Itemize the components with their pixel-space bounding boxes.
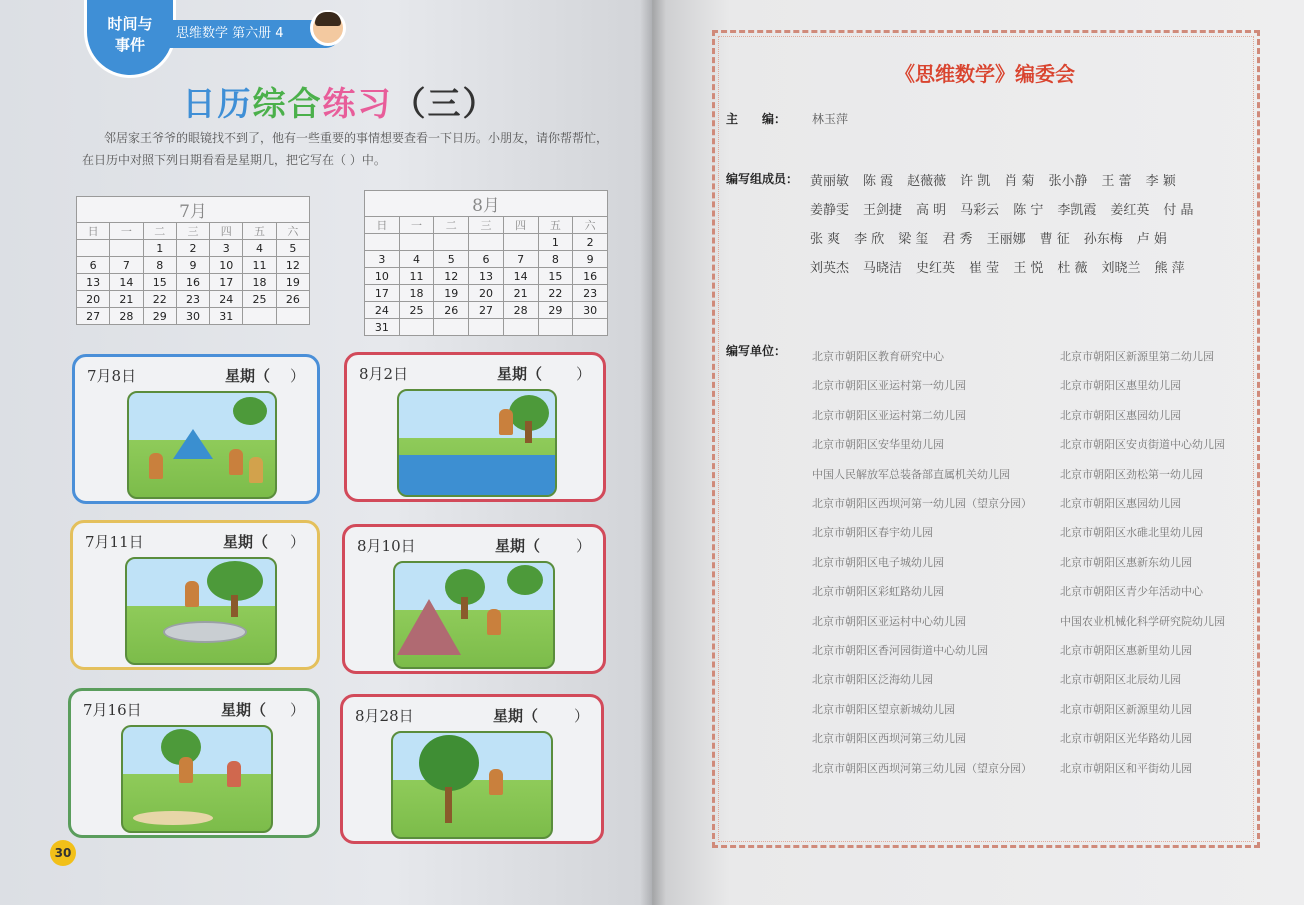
calendar-day xyxy=(365,234,400,251)
question-card-2 xyxy=(344,352,606,502)
card-date: 8月28日 xyxy=(355,707,414,725)
member-name: 陈 宁 xyxy=(1013,203,1044,218)
calendar-day xyxy=(276,308,309,325)
member-name: 杜 薇 xyxy=(1057,261,1088,276)
calendar-day: 17 xyxy=(210,274,243,291)
member-name: 李 欣 xyxy=(854,232,885,247)
calendar-day: 29 xyxy=(143,308,176,325)
unit-name: 北京市朝阳区劲松第一幼儿园 xyxy=(1060,467,1203,481)
member-name: 姜静雯 xyxy=(810,203,850,218)
calendar-day: 24 xyxy=(365,302,400,319)
unit-name: 北京市朝阳区香河园街道中心幼儿园 xyxy=(812,644,988,658)
calendar-day xyxy=(503,234,538,251)
calendar-month-title: 8月 xyxy=(365,191,608,217)
question-card-3 xyxy=(70,520,320,670)
calendar-day xyxy=(434,319,469,336)
calendar-day: 21 xyxy=(110,291,143,308)
unit-name: 北京市朝阳区亚运村第二幼儿园 xyxy=(812,408,966,422)
card-date: 8月10日 xyxy=(357,537,416,555)
calendar-day: 19 xyxy=(276,274,309,291)
calendar-day xyxy=(434,234,469,251)
calendar-day: 16 xyxy=(176,274,209,291)
calendar-day xyxy=(538,319,573,336)
calendar-day: 10 xyxy=(365,268,400,285)
unit-name: 北京市朝阳区和平街幼儿园 xyxy=(1060,761,1192,775)
unit-name: 北京市朝阳区春宇幼儿园 xyxy=(812,526,933,540)
member-name: 姜红英 xyxy=(1110,203,1150,218)
calendar-day: 2 xyxy=(573,234,608,251)
calendar-day xyxy=(503,319,538,336)
calendar-day: 12 xyxy=(276,257,309,274)
card-paren-close: ） xyxy=(573,707,589,725)
question-card-5 xyxy=(68,688,320,838)
card-weekday-label: 星期（ xyxy=(223,533,269,551)
calendar-day: 5 xyxy=(276,240,309,257)
calendar-day: 3 xyxy=(210,240,243,257)
calendar-day: 2 xyxy=(176,240,209,257)
calendar-weekday: 四 xyxy=(503,217,538,234)
member-name: 刘晓兰 xyxy=(1101,261,1141,276)
calendar-day xyxy=(110,240,143,257)
fruit-picking-illustration xyxy=(391,731,553,839)
unit-name: 北京市朝阳区惠园幼儿园 xyxy=(1060,497,1181,511)
unit-name: 北京市朝阳区新源里幼儿园 xyxy=(1060,702,1192,716)
chapter-badge-line1: 时间与 xyxy=(107,15,153,33)
calendar-july xyxy=(76,196,310,325)
calendar-day: 28 xyxy=(110,308,143,325)
calendar-weekday: 五 xyxy=(243,223,276,240)
calendar-day: 20 xyxy=(77,291,110,308)
calendar-day: 17 xyxy=(365,285,400,302)
instructions-text: 邻居家王爷爷的眼镜找不到了，他有一些重要的事情想要查看一下日历。小朋友，请你帮帮忙，在日历中对照下列日期看看是星期几，把它写在（ ）中。 xyxy=(82,131,609,167)
calendar-weekday: 三 xyxy=(176,223,209,240)
member-name: 肖 菊 xyxy=(1004,174,1035,189)
card-date: 7月16日 xyxy=(83,701,142,719)
unit-name: 中国农业机械化科学研究院幼儿园 xyxy=(1060,614,1225,628)
member-name: 王 悦 xyxy=(1013,261,1044,276)
calendar-day: 9 xyxy=(573,251,608,268)
calendar-day: 7 xyxy=(503,251,538,268)
member-name: 曹 征 xyxy=(1039,232,1070,247)
calendar-day: 13 xyxy=(77,274,110,291)
park-walk-illustration xyxy=(121,725,273,833)
unit-name: 北京市朝阳区安贞街道中心幼儿园 xyxy=(1060,438,1225,452)
calendar-day: 31 xyxy=(210,308,243,325)
member-name: 李 颖 xyxy=(1145,174,1176,189)
calendar-day: 16 xyxy=(573,268,608,285)
member-name: 李凯霞 xyxy=(1057,203,1097,218)
card-paren-close: ） xyxy=(575,365,591,383)
calendar-weekday: 一 xyxy=(399,217,434,234)
calendar-day xyxy=(399,319,434,336)
unit-name: 北京市朝阳区泛海幼儿园 xyxy=(812,673,933,687)
calendar-weekday: 日 xyxy=(77,223,110,240)
member-name: 张 爽 xyxy=(810,232,841,247)
calendar-day: 29 xyxy=(538,302,573,319)
calendar-day: 9 xyxy=(176,257,209,274)
unit-name: 中国人民解放军总装备部直属机关幼儿园 xyxy=(812,467,1010,481)
title-part-1: 日历 xyxy=(182,84,253,123)
calendar-day: 23 xyxy=(176,291,209,308)
unit-name: 北京市朝阳区亚运村第一幼儿园 xyxy=(812,379,966,393)
unit-name: 北京市朝阳区西坝河第一幼儿园（望京分园） xyxy=(812,497,1032,511)
calendar-day xyxy=(77,240,110,257)
card-date: 8月2日 xyxy=(359,365,409,383)
page-title xyxy=(170,78,510,125)
units-label: 编写单位： xyxy=(726,344,787,358)
calendar-weekday: 二 xyxy=(434,217,469,234)
calendar-day: 4 xyxy=(243,240,276,257)
calendar-day: 18 xyxy=(399,285,434,302)
card-weekday-label: 星期（ xyxy=(495,537,541,555)
unit-name: 北京市朝阳区西坝河第三幼儿园 xyxy=(812,732,966,746)
book-spine xyxy=(640,0,666,905)
calendar-weekday: 五 xyxy=(538,217,573,234)
calendar-day: 22 xyxy=(538,285,573,302)
calendar-day: 10 xyxy=(210,257,243,274)
member-name: 王丽娜 xyxy=(986,232,1026,247)
calendar-day: 30 xyxy=(176,308,209,325)
member-name: 赵薇薇 xyxy=(907,174,947,189)
units-column-2 xyxy=(1060,342,1300,783)
calendar-day: 24 xyxy=(210,291,243,308)
unit-name: 北京市朝阳区惠里幼儿园 xyxy=(1060,379,1181,393)
page-number: 30 xyxy=(50,840,76,866)
chapter-badge-line2: 事件 xyxy=(114,36,145,54)
unit-name: 北京市朝阳区亚运村中心幼儿园 xyxy=(812,614,966,628)
calendar-day: 19 xyxy=(434,285,469,302)
card-paren-close: ） xyxy=(289,533,305,551)
title-part-4: （三） xyxy=(392,84,498,123)
calendar-day: 22 xyxy=(143,291,176,308)
member-name: 熊 萍 xyxy=(1154,261,1185,276)
unit-name: 北京市朝阳区北辰幼儿园 xyxy=(1060,673,1181,687)
calendar-weekday: 六 xyxy=(573,217,608,234)
calendar-day: 26 xyxy=(276,291,309,308)
calendar-weekday: 日 xyxy=(365,217,400,234)
calendar-weekday: 一 xyxy=(110,223,143,240)
calendar-day: 27 xyxy=(77,308,110,325)
calendar-day: 27 xyxy=(469,302,504,319)
calendar-day: 26 xyxy=(434,302,469,319)
member-name: 黄丽敏 xyxy=(810,174,850,189)
calendar-day: 7 xyxy=(110,257,143,274)
calendar-month-title: 7月 xyxy=(77,197,310,223)
card-weekday-label: 星期（ xyxy=(493,707,539,725)
calendar-day: 8 xyxy=(143,257,176,274)
member-name: 马彩云 xyxy=(960,203,1000,218)
calendar-day: 14 xyxy=(110,274,143,291)
member-name: 陈 霞 xyxy=(863,174,894,189)
calendar-day: 5 xyxy=(434,251,469,268)
member-name: 君 秀 xyxy=(942,232,973,247)
member-name: 史红英 xyxy=(916,261,956,276)
calendar-day: 20 xyxy=(469,285,504,302)
unit-name: 北京市朝阳区光华路幼儿园 xyxy=(1060,732,1192,746)
camping-illustration xyxy=(127,391,277,499)
title-part-2: 综合 xyxy=(252,84,323,123)
calendar-day: 15 xyxy=(538,268,573,285)
calendar-day: 28 xyxy=(503,302,538,319)
units-column-1 xyxy=(812,342,1052,783)
question-card-4 xyxy=(342,524,606,674)
member-name: 张小静 xyxy=(1048,174,1088,189)
calendar-day: 8 xyxy=(538,251,573,268)
title-part-3: 练习 xyxy=(322,84,393,123)
unit-name: 北京市朝阳区教育研究中心 xyxy=(812,350,944,363)
members-label: 编写组成员： xyxy=(726,172,799,186)
calendar-day xyxy=(573,319,608,336)
calendar-day: 18 xyxy=(243,274,276,291)
member-name: 王 蕾 xyxy=(1101,174,1132,189)
unit-name: 北京市朝阳区惠园幼儿园 xyxy=(1060,408,1181,422)
unit-name: 北京市朝阳区西坝河第三幼儿园（望京分园） xyxy=(812,761,1032,775)
card-weekday-label: 星期（ xyxy=(497,365,543,383)
unit-name: 北京市朝阳区安华里幼儿园 xyxy=(812,438,944,452)
calendar-day: 4 xyxy=(399,251,434,268)
calendar-day: 15 xyxy=(143,274,176,291)
member-name: 高 明 xyxy=(916,203,947,218)
calendar-day: 23 xyxy=(573,285,608,302)
calendar-day xyxy=(469,234,504,251)
park-chess-illustration xyxy=(125,557,277,665)
calendar-day: 1 xyxy=(538,234,573,251)
unit-name: 北京市朝阳区望京新城幼儿园 xyxy=(812,702,955,716)
member-name: 王剑捷 xyxy=(863,203,903,218)
calendar-day: 12 xyxy=(434,268,469,285)
card-paren-close: ） xyxy=(575,537,591,555)
calendar-weekday: 三 xyxy=(469,217,504,234)
unit-name: 北京市朝阳区惠新东幼儿园 xyxy=(1060,555,1192,569)
unit-name: 北京市朝阳区青少年活动中心 xyxy=(1060,585,1203,599)
unit-name: 北京市朝阳区新源里第二幼儿园 xyxy=(1060,350,1214,363)
calendar-day: 6 xyxy=(469,251,504,268)
committee-title: 《思维数学》编委会 xyxy=(895,62,1075,86)
card-weekday-label: 星期（ xyxy=(225,367,271,385)
member-name: 崔 莹 xyxy=(969,261,1000,276)
calendar-day: 31 xyxy=(365,319,400,336)
calendar-weekday: 四 xyxy=(210,223,243,240)
calendar-day xyxy=(469,319,504,336)
calendar-day: 21 xyxy=(503,285,538,302)
calendar-day: 14 xyxy=(503,268,538,285)
card-paren-close: ） xyxy=(289,701,305,719)
member-name: 卢 娟 xyxy=(1136,232,1167,247)
question-card-1 xyxy=(72,354,320,504)
unit-name: 北京市朝阳区电子城幼儿园 xyxy=(812,555,944,569)
unit-name: 北京市朝阳区惠新里幼儿园 xyxy=(1060,644,1192,658)
calendar-day: 30 xyxy=(573,302,608,319)
calendar-day: 6 xyxy=(77,257,110,274)
calendar-day: 13 xyxy=(469,268,504,285)
calendar-day xyxy=(243,308,276,325)
mountain-hike-illustration xyxy=(393,561,555,669)
book-tag: 思维数学 第六册 4 xyxy=(168,20,340,48)
calendar-day: 25 xyxy=(399,302,434,319)
unit-name: 北京市朝阳区水碓北里幼儿园 xyxy=(1060,526,1203,540)
member-name: 许 凯 xyxy=(960,174,991,189)
member-name: 梁 玺 xyxy=(898,232,929,247)
calendar-weekday: 六 xyxy=(276,223,309,240)
fishing-illustration xyxy=(397,389,557,497)
calendar-august xyxy=(364,190,608,336)
mascot-icon xyxy=(310,10,346,46)
calendar-day: 1 xyxy=(143,240,176,257)
card-weekday-label: 星期（ xyxy=(221,701,267,719)
member-name: 付 晶 xyxy=(1163,203,1194,218)
members-list xyxy=(810,167,1210,283)
calendar-day: 25 xyxy=(243,291,276,308)
member-name: 孙东梅 xyxy=(1083,232,1123,247)
unit-name: 北京市朝阳区彩虹路幼儿园 xyxy=(812,585,944,599)
card-date: 7月8日 xyxy=(87,367,137,385)
calendar-day: 11 xyxy=(243,257,276,274)
card-paren-close: ） xyxy=(289,367,305,385)
chief-editor-label: 主 编： xyxy=(726,112,787,126)
member-name: 马晓洁 xyxy=(863,261,903,276)
calendar-day: 11 xyxy=(399,268,434,285)
card-date: 7月11日 xyxy=(85,533,144,551)
member-name: 刘英杰 xyxy=(810,261,850,276)
calendar-day: 3 xyxy=(365,251,400,268)
calendar-weekday: 二 xyxy=(143,223,176,240)
chief-editor-name: 林玉萍 xyxy=(812,112,849,126)
calendar-day xyxy=(399,234,434,251)
question-card-6 xyxy=(340,694,604,844)
